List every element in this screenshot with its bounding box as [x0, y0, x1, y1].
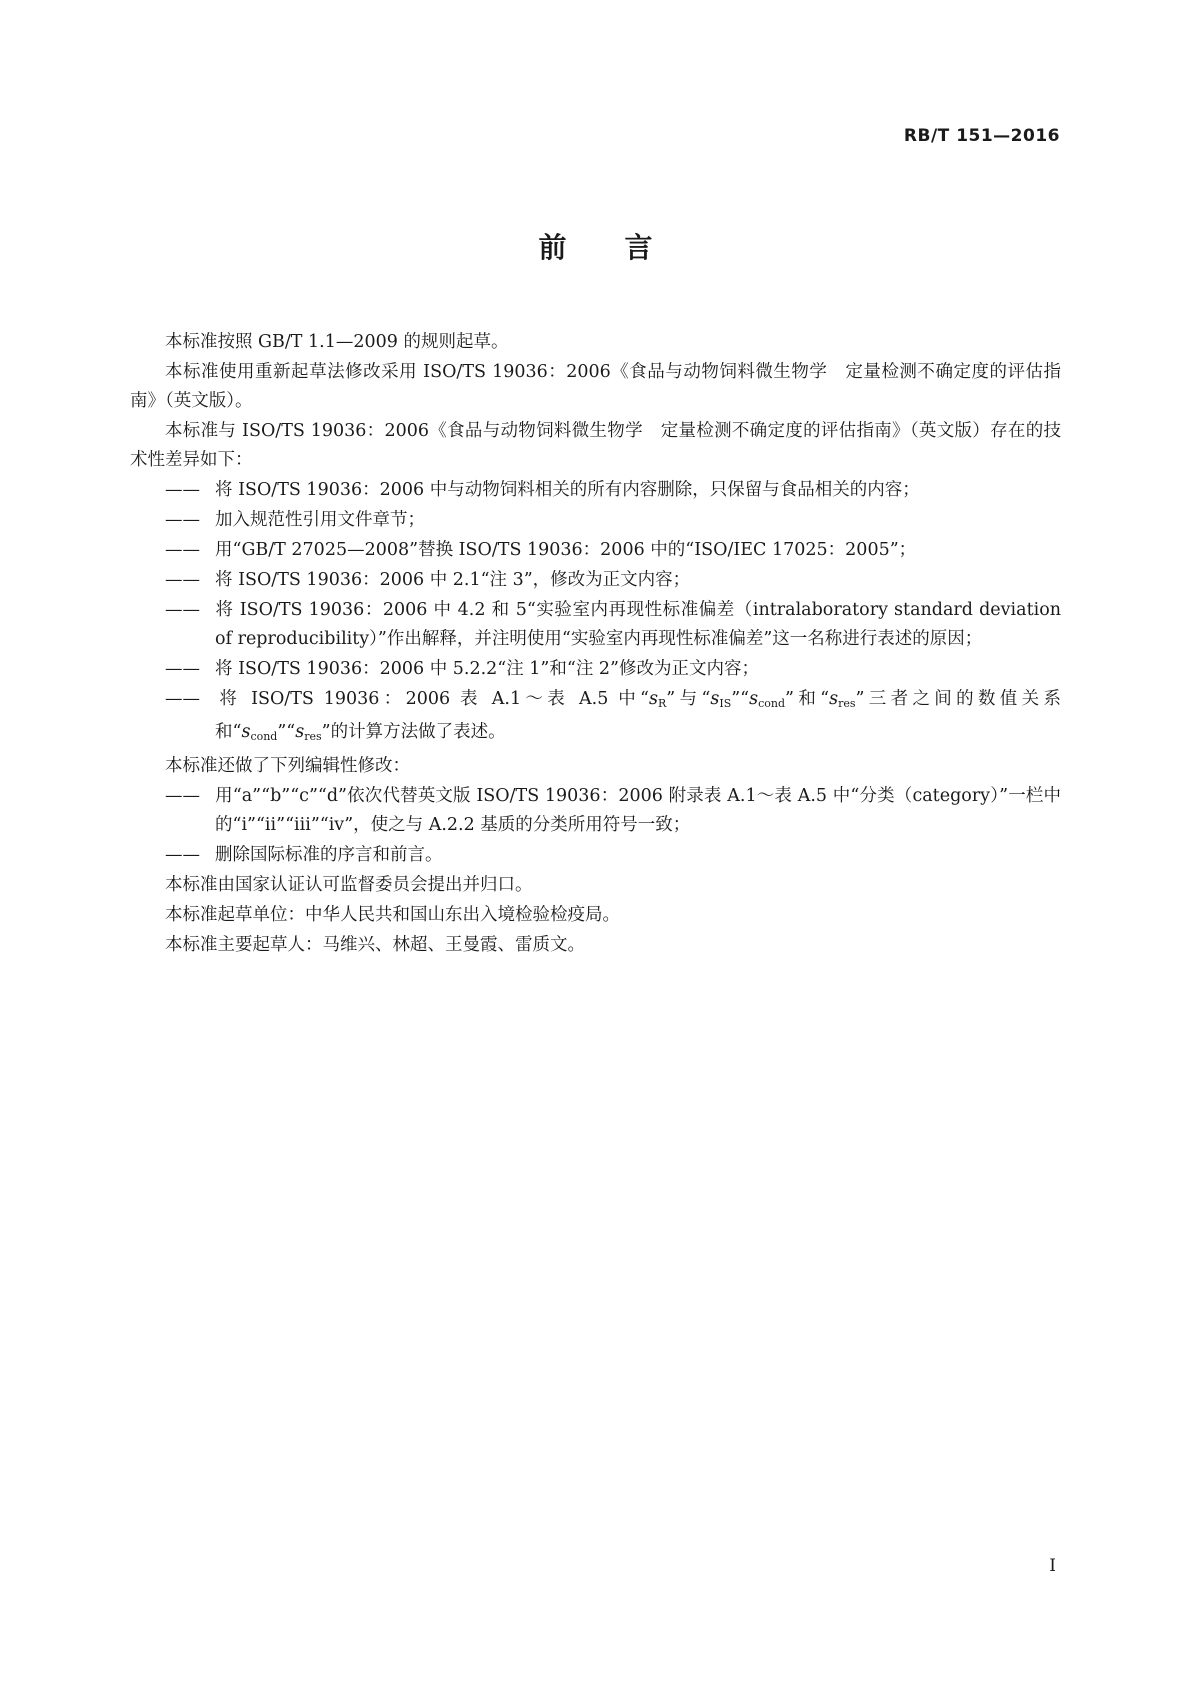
text-segment: ”“: [731, 689, 750, 709]
subscript-cond: cond: [758, 697, 786, 710]
list-item: [165, 476, 1061, 505]
text-segment: ”和“: [785, 689, 830, 709]
text-segment: ”与“: [666, 689, 711, 709]
text-segment: ”“: [277, 722, 296, 742]
foreword-body: [130, 328, 1061, 961]
page-title: [0, 226, 1191, 266]
paragraph-drafting-rules: 本标准按照 GB/T 1.1—2009 的规则起草。: [165, 332, 509, 352]
list-item-text: 用“GB/T 27025—2008”替换 ISO/TS 19036：2006 中的“ISO/IEC 17025：2005”；: [215, 540, 917, 560]
list-item-text: 用“a”“b”“c”“d”依次代替英文版 ISO/TS 19036：2006 附录表 A.1～表 A.5 中“分类（category）”一栏中的“i”“ii”“iii”“iv”，使之与 A.2.2 基质的分类所用符号一致；: [215, 786, 1061, 835]
dash-mark: ——: [165, 570, 200, 590]
subscript-cond: cond: [250, 730, 278, 743]
dash-mark: ——: [165, 480, 200, 500]
symbol-s: s: [295, 722, 305, 742]
list-item: [165, 655, 1061, 684]
symbol-s: s: [829, 689, 839, 709]
list-item: [165, 685, 1061, 751]
subscript-r: R: [658, 697, 667, 710]
list-item-text: 将 ISO/TS 19036：2006 中与动物饲料相关的所有内容删除，只保留与食品相关的内容；: [215, 480, 920, 500]
title-char-1: 前: [538, 231, 567, 264]
dash-mark: ——: [165, 689, 200, 709]
paragraph-technical-diffs-intro: 本标准与 ISO/TS 19036：2006《食品与动物饲料微生物学 定量检测不确定度的评估指南》（英文版）存在的技术性差异如下：: [130, 421, 1061, 470]
list-item-text: 将 ISO/TS 19036：2006 中 5.2.2“注 1”和“注 2”修改为正文内容；: [215, 659, 759, 679]
list-item: [165, 841, 1061, 870]
standard-code: RB/T 151—2016: [903, 126, 1060, 146]
list-item: [165, 566, 1061, 595]
list-item: [165, 506, 1061, 535]
text-segment: ”的计算方法做了表述。: [321, 722, 506, 742]
symbol-s: s: [241, 722, 251, 742]
dash-mark: ——: [165, 600, 200, 620]
paragraph-drafting-unit: 本标准起草单位：中华人民共和国山东出入境检验检疫局。: [165, 905, 620, 925]
symbol-s: s: [649, 689, 658, 709]
list-item-text: 加入规范性引用文件章节；: [215, 510, 425, 530]
list-item: [165, 536, 1061, 565]
paragraph-drafters: 本标准主要起草人：马维兴、林超、王曼霞、雷质文。: [165, 935, 585, 955]
page-number: I: [1049, 1556, 1056, 1576]
list-item-text: 删除国际标准的序言和前言。: [215, 845, 443, 865]
paragraph-adoption: 本标准使用重新起草法修改采用 ISO/TS 19036：2006《食品与动物饲料微生物学 定量检测不确定度的评估指南》（英文版）。: [130, 362, 1061, 411]
title-char-2: 言: [624, 231, 653, 264]
dash-mark: ——: [165, 845, 200, 865]
dash-mark: ——: [165, 659, 200, 679]
dash-mark: ——: [165, 786, 200, 806]
symbol-s: s: [749, 689, 759, 709]
dash-mark: ——: [165, 510, 200, 530]
text-segment: 将 ISO/TS 19036：2006 表 A.1～表 A.5 中“: [215, 689, 650, 709]
list-item-text: 将 ISO/TS 19036：2006 中 4.2 和 5“实验室内再现性标准偏差（intralaboratory standard deviation of reproducibility）”作出解释，并注明使用“实验室内再现性标准偏差”这一名称进行表述的原因；: [215, 600, 1061, 649]
dash-mark: ——: [165, 540, 200, 560]
subscript-res: res: [304, 730, 322, 743]
list-item: [165, 782, 1061, 840]
subscript-is: IS: [719, 697, 732, 710]
text-segment: ”三者之间的数值关系和“: [215, 689, 1061, 742]
symbol-s: s: [710, 689, 720, 709]
paragraph-editorial-intro: 本标准还做了下列编辑性修改：: [165, 756, 410, 776]
list-item-text: 将 ISO/TS 19036：2006 中 2.1“注 3”，修改为正文内容；: [215, 570, 691, 590]
subscript-res: res: [838, 697, 856, 710]
list-item: [165, 596, 1061, 654]
paragraph-proposer: 本标准由国家认证认可监督委员会提出并归口。: [165, 875, 533, 895]
